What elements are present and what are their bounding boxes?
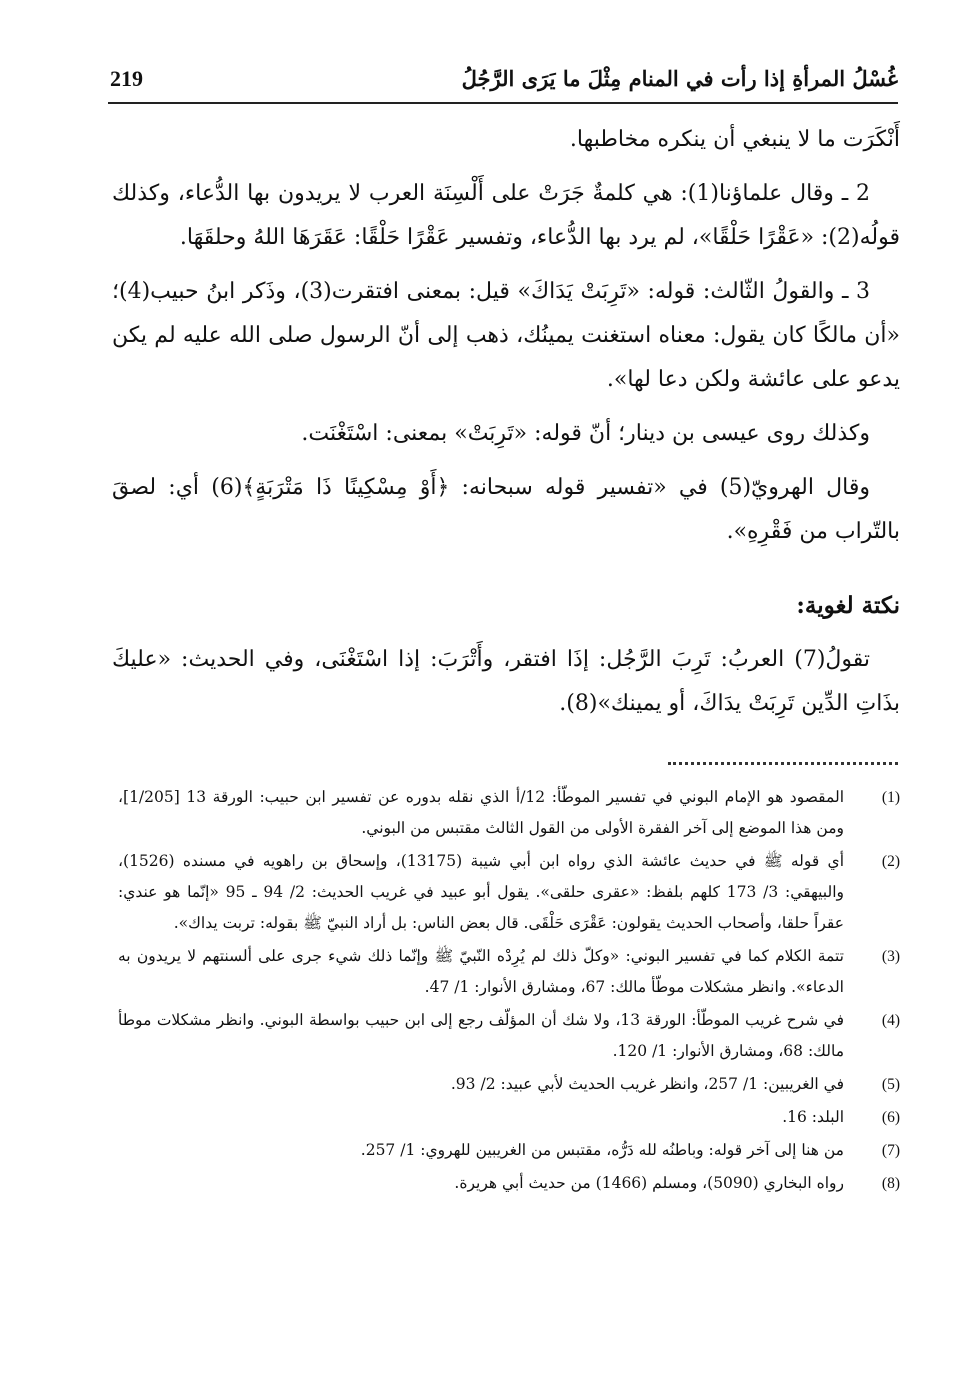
paragraph: وقال الهرويّ(5) في «تفسير قوله سبحانه: ﴿أَوْ مِسْكِينًا ذَا مَتْرَبَةٍ﴾(6) أي: لصقَ بالتّراب من فَقْرِهِ». xyxy=(112,475,900,544)
paragraph: وكذلك روى عيسى بن دينار؛ أنّ قوله: «تَرِبَتْ» بمعنى: اسْتَغْنَت. xyxy=(301,421,870,446)
footnote-separator xyxy=(668,762,898,765)
footnote-text: المقصود هو الإمام البوني في تفسير الموطّأ: 12/أ الذي نقله بدوره عن تفسير ابن حبيب: الورقة 13 [1/205]، ومن هذا الموضع إلى آخر الفقرة الأولى من القول الثالث مقتبس من البوني. xyxy=(118,788,844,837)
footnote-text: رواه البخاري (5090)، ومسلم (1466) من حديث أبي هريرة. xyxy=(454,1174,844,1192)
footnote-number: (7) xyxy=(881,1142,900,1159)
footnote-text: في شرح غريب الموطّأ: الورقة 13، ولا شك أن المؤلّف رجع إلى ابن حبيب بواسطة البوني. وانظر مشكلات موطأ مالك: 68، ومشارق الأنوار: 1/ 120. xyxy=(118,1011,844,1060)
paragraph: 2 ـ وقال علماؤنا(1): هي كلمةٌ جَرَتْ على أَلْسِنَة العرب لا يريدون بها الدُّعاء، وكذلك قولُه(2): «عَقْرًا حَلْقًا»، لم يرد بها الدُّعاء، وتفسير عَقْرًا حَلْقًا: عَقَرَهَا اللهُ وحلقَهَا. xyxy=(112,181,900,250)
paragraph: أَنْكَرَت ما لا ينبغي أن ينكره مخاطبها. xyxy=(569,127,900,152)
footnote-text: أي قوله ﷺ في حديث عائشة الذي رواه ابن أبي شيبة (13175)، وإسحاق بن راهويه في مسنده (1526)، والبيهقي: 3/ 173 كلهم بلفظ: «عقرى حلقى». يقول أبو عبيد في غريب الحديث: 2/ 94 ـ 95 «إنّما هو عندي: عقراً حلقا، وأصحاب الحديث يقولون: عَقْرَى حَلْقَى. قال بعض الناس: بل أراد النبيّ ﷺ بقوله: تربت يداك». xyxy=(118,852,844,932)
paragraph: 3 ـ والقولُ الثّالث: قوله: «تَرِبَتْ يَدَاكَ» قيل: بمعنى افتقرت(3)، وذَكر ابنُ حبيب(4)؛ «أن مالكًا كان يقول: معناه استغنت يمينُك، ذهب إلى أنّ الرسول صلى الله عليه لم يكن يدعو على عائشة ولكن دعا لها». xyxy=(112,279,900,392)
footnote xyxy=(118,1102,900,1133)
footnote-text: تتمة الكلام كما في تفسير البوني: «وكلّ ذلك لم يُرِدْه النّبيّ ﷺ وإنّما ذلك شيء جرى على ألسنتهم لا يريدون به الدعاء». وانظر مشكلات موطّأ مالك: 67، ومشارق الأنوار: 1/ 47. xyxy=(118,947,844,996)
footnote xyxy=(118,846,900,939)
footnote xyxy=(118,1069,900,1100)
paragraph: تقولُ(7) العربُ: تَرِبَ الرَّجُل: إذَا افتقر، وأَتْرَبَ: إذا اسْتَغْنَى، وفي الحديث: «عليكَ بذَاتِ الدِّين تَرِبَتْ يدَاكَ، أو يمينك»(8). xyxy=(112,647,900,716)
footnote-number: (1) xyxy=(881,789,900,806)
footnote-number: (5) xyxy=(881,1076,900,1093)
footnote xyxy=(118,1168,900,1199)
section-title: نكتة لغوية: xyxy=(796,592,900,619)
footnotes xyxy=(118,782,900,1201)
footnote-text: في الغريبين: 1/ 257، وانظر غريب الحديث لأبي عبيد: 2/ 93. xyxy=(450,1075,844,1093)
footnote-number: (8) xyxy=(881,1175,900,1192)
page-header xyxy=(108,58,898,104)
footnote-number: (3) xyxy=(881,948,900,965)
footnote-number: (6) xyxy=(881,1109,900,1126)
footnote-text: البلد: 16. xyxy=(782,1108,844,1126)
footnote xyxy=(118,1135,900,1166)
footnote-text: من هنا إلى آخر قوله: وباطنُه لله دَرُّه، مقتبس من الغريبين للهروي: 1/ 257. xyxy=(360,1141,844,1159)
footnote xyxy=(118,1005,900,1067)
page-number: 219 xyxy=(110,66,143,91)
footnote xyxy=(118,782,900,844)
footnote xyxy=(118,941,900,1003)
running-title: غُسْلُ المرأةِ إذا رأت في المنام مِثْلَ ما يَرَى الرَّجُلُ xyxy=(461,66,898,91)
footnote-number: (2) xyxy=(881,853,900,870)
main-text xyxy=(112,118,900,736)
footnote-number: (4) xyxy=(881,1012,900,1029)
